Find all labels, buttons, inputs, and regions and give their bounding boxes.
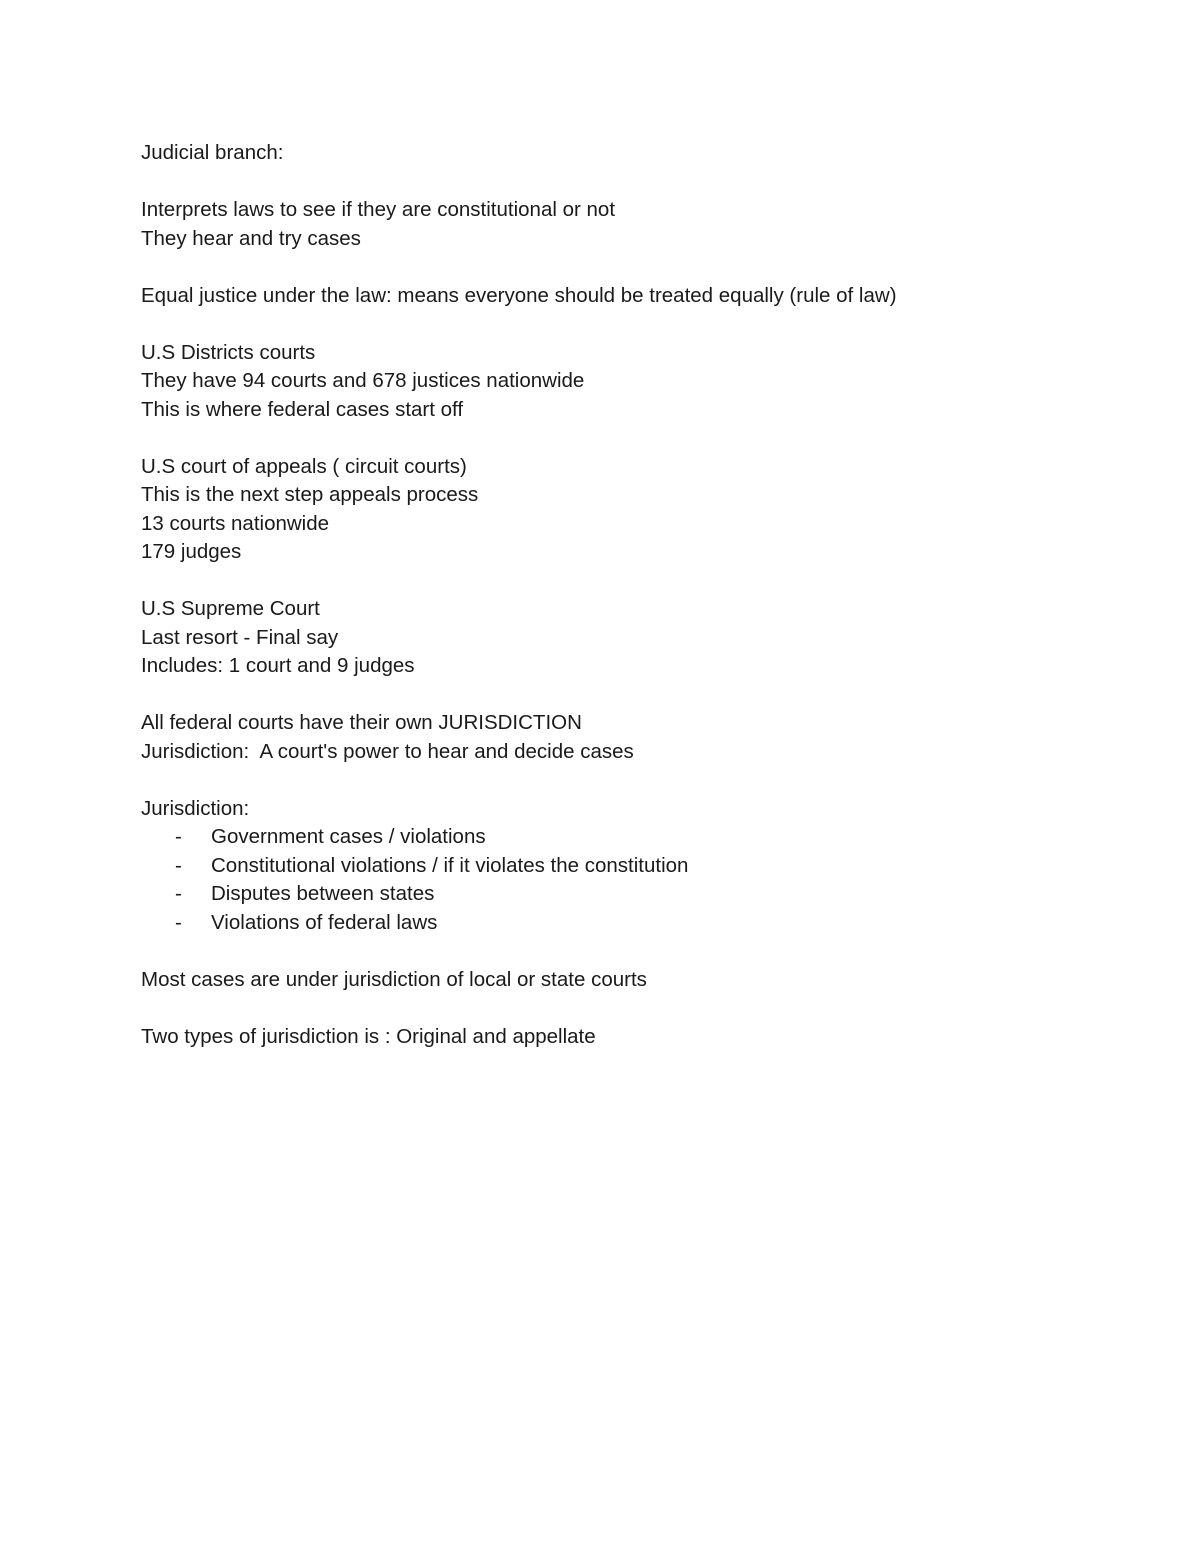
- supreme-court-line: Includes: 1 court and 9 judges: [141, 654, 415, 677]
- list-item-text: Constitutional violations / if it violates the constitution: [211, 853, 689, 877]
- intro-line: They hear and try cases: [141, 226, 361, 250]
- list-item: [141, 823, 1101, 852]
- jurisdiction-intro-line: All federal courts have their own JURISDICTION: [141, 711, 582, 734]
- jurisdiction-heading: Jurisdiction:: [141, 796, 250, 820]
- list-item: [141, 909, 1101, 938]
- appeals-courts-line: This is the next step appeals process: [141, 483, 479, 506]
- spacer: [141, 424, 1101, 453]
- spacer: [141, 681, 1101, 710]
- district-courts-line: This is where federal cases start off: [141, 397, 464, 421]
- spacer: [141, 994, 1101, 1023]
- list-item-text: Disputes between states: [211, 882, 435, 905]
- district-courts-heading: U.S Districts courts: [141, 340, 316, 364]
- appeals-courts-line: 13 courts nationwide: [141, 511, 330, 535]
- appeals-courts-heading: U.S court of appeals ( circuit courts): [141, 454, 467, 478]
- district-courts-line: They have 94 courts and 678 justices nationwide: [141, 369, 585, 392]
- spacer: [141, 937, 1101, 966]
- spacer: [141, 567, 1101, 596]
- supreme-court-line: Last resort - Final say: [141, 625, 339, 649]
- bullet-dash: -: [175, 825, 182, 848]
- intro-line: Interprets laws to see if they are constitutional or not: [141, 198, 616, 221]
- spacer: [141, 310, 1101, 339]
- list-item: [141, 852, 1101, 881]
- list-item-text: Government cases / violations: [211, 825, 486, 848]
- equal-justice-line: Equal justice under the law: means everyone should be treated equally (rule of law): [141, 283, 897, 307]
- list-item-text: Violations of federal laws: [211, 910, 438, 934]
- list-item: [141, 880, 1101, 909]
- appeals-courts-line: 179 judges: [141, 540, 242, 563]
- bullet-dash: -: [175, 853, 182, 877]
- spacer: [141, 253, 1101, 282]
- document-body: [141, 139, 1101, 1051]
- supreme-court-heading: U.S Supreme Court: [141, 597, 320, 620]
- spacer: [141, 168, 1101, 197]
- bullet-dash: -: [175, 910, 182, 934]
- jurisdiction-definition-line: Jurisdiction: A court's power to hear and decide cases: [141, 739, 634, 763]
- spacer: [141, 766, 1101, 795]
- document-title: Judicial branch:: [141, 141, 284, 164]
- bullet-dash: -: [175, 882, 182, 905]
- two-types-line: Two types of jurisdiction is : Original and appellate: [141, 1024, 596, 1048]
- local-state-line: Most cases are under jurisdiction of local or state courts: [141, 967, 647, 991]
